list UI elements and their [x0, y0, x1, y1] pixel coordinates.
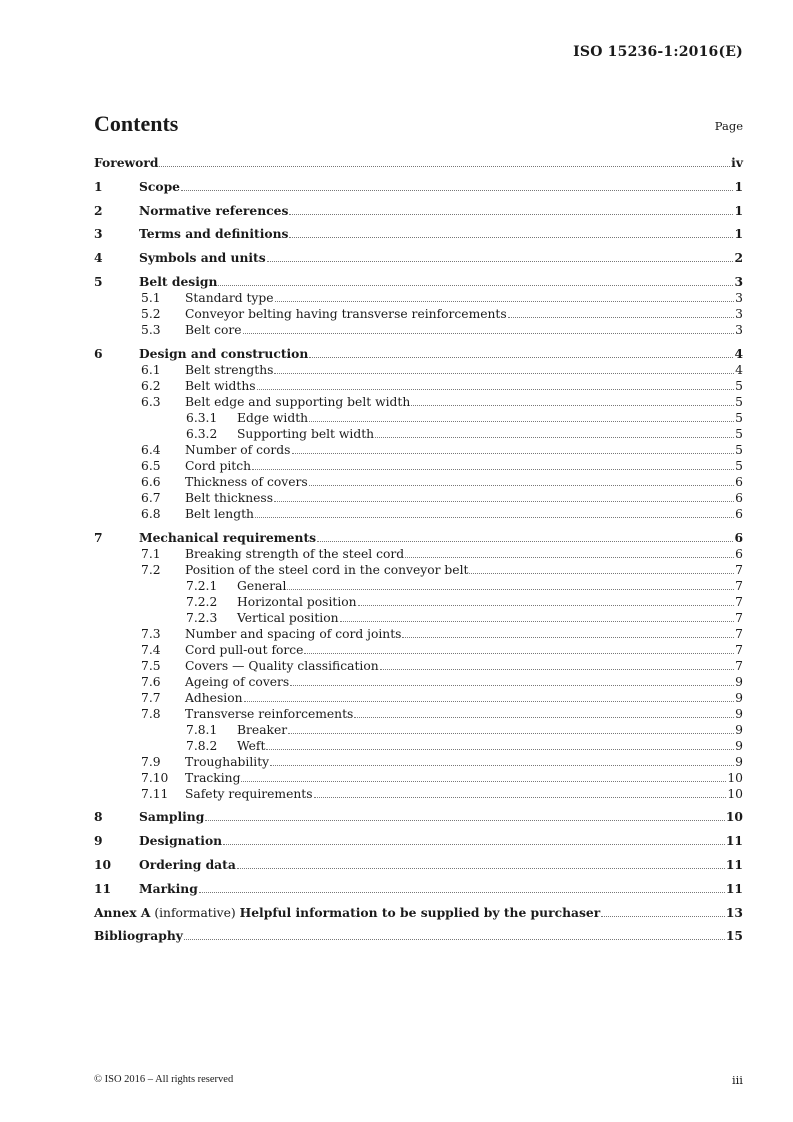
toc-dot-leader	[218, 274, 733, 286]
toc-page-number: 11	[725, 856, 743, 872]
toc-row[interactable]	[94, 881, 743, 897]
toc-title: Number and spacing of cord joints	[185, 626, 402, 641]
toc-row[interactable]	[94, 346, 743, 362]
toc-title: Number of cords	[185, 442, 291, 457]
toc-page-number: 6	[735, 490, 743, 505]
toc-title: Horizontal position	[237, 594, 357, 609]
toc-title: Cord pull-out force	[185, 642, 304, 657]
toc-page-number: 7	[735, 658, 743, 673]
toc-dot-leader	[309, 346, 733, 358]
toc-entry	[139, 274, 743, 290]
toc-entry	[185, 546, 743, 562]
toc-title: Belt length	[185, 506, 254, 521]
toc-number: 10	[94, 856, 112, 872]
toc-dot-leader	[375, 426, 734, 438]
toc-row[interactable]	[94, 250, 743, 266]
toc-number: 5.1	[141, 290, 161, 305]
toc-entry	[185, 322, 743, 338]
toc-row[interactable]	[94, 626, 743, 642]
toc-page-number: 5	[735, 378, 743, 393]
toc-number: 5.2	[141, 306, 161, 321]
footer-page-number: iii	[731, 1073, 743, 1087]
toc-entry	[185, 506, 743, 522]
toc-dot-leader	[358, 594, 735, 606]
toc-row[interactable]	[94, 362, 743, 378]
toc-title: Symbols and units	[139, 250, 266, 266]
toc-entry	[185, 626, 743, 642]
toc-title: Mechanical requirements	[139, 529, 317, 545]
toc-dot-leader	[304, 642, 734, 654]
toc-entry	[139, 250, 743, 266]
toc-entry	[139, 203, 743, 219]
toc-title: Belt widths	[185, 378, 256, 393]
toc-entry	[185, 474, 743, 490]
toc-page-number: 7	[735, 562, 743, 577]
toc-row[interactable]	[94, 546, 743, 562]
toc-title: Belt strengths	[185, 362, 274, 377]
toc-entry	[237, 426, 743, 442]
toc-title: Normative references	[139, 202, 289, 218]
toc-title: Breaker	[237, 722, 288, 737]
toc-title-annex: Annex A	[94, 904, 151, 920]
toc-dot-leader	[314, 786, 727, 798]
toc-title: Vertical position	[237, 610, 339, 625]
toc-page-number: 5	[735, 410, 743, 425]
toc-entry	[185, 562, 743, 578]
toc-number: 6.2	[141, 378, 161, 393]
toc-entry	[237, 722, 743, 738]
toc-row[interactable]	[94, 642, 743, 658]
toc-row[interactable]	[94, 833, 743, 849]
toc-title: Ordering data	[139, 856, 236, 872]
toc-page-number: 5	[735, 394, 743, 409]
toc-entry	[185, 754, 743, 770]
toc-row[interactable]	[94, 562, 743, 578]
toc-page-number: 6	[734, 529, 743, 545]
toc-title: Tracking	[185, 770, 241, 785]
toc-row[interactable]	[94, 594, 743, 610]
toc-page-number: 7	[735, 626, 743, 641]
toc-number: 6.3.2	[186, 426, 218, 441]
toc-number: 7.2.2	[186, 594, 218, 609]
toc-title: Adhesion	[185, 690, 243, 705]
toc-entry	[139, 833, 743, 849]
toc-dot-leader	[402, 626, 734, 638]
toc-page-number: 11	[725, 880, 743, 896]
toc-row[interactable]	[94, 155, 743, 171]
toc-number: 7.9	[141, 754, 161, 769]
toc-title: Supporting belt width	[237, 426, 375, 441]
toc-page-number: 7	[735, 610, 743, 625]
toc-dot-leader	[292, 442, 735, 454]
toc-title: Weft	[237, 738, 266, 753]
toc-entry	[139, 857, 743, 873]
contents-title: Contents	[94, 111, 179, 136]
toc-number: 2	[94, 202, 103, 218]
toc-number: 7.1	[141, 546, 161, 561]
toc-number: 7.8.1	[186, 722, 218, 737]
toc-entry	[185, 658, 743, 674]
toc-title: Marking	[139, 880, 198, 896]
toc-page-number: 9	[735, 690, 743, 705]
toc-title: Cord pitch	[185, 458, 252, 473]
toc-dot-leader	[317, 530, 733, 542]
toc-page-number: 7	[735, 578, 743, 593]
toc-number: 7.7	[141, 690, 161, 705]
toc-page-number: 3	[735, 322, 743, 337]
toc-dot-leader	[287, 578, 734, 590]
toc-page-number: 3	[735, 290, 743, 305]
toc-dot-leader	[205, 809, 725, 821]
toc-page-number: 9	[735, 722, 743, 737]
toc-dot-leader	[255, 506, 734, 518]
toc-dot-leader	[340, 610, 735, 622]
toc-row[interactable]	[94, 674, 743, 690]
toc-title-annex-name: Helpful information to be supplied by the purchaser	[239, 904, 601, 920]
toc-dot-leader	[237, 857, 725, 869]
toc-dot-leader	[309, 474, 734, 486]
toc-dot-leader	[290, 674, 734, 686]
toc-row[interactable]	[94, 203, 743, 219]
toc-entry	[94, 928, 743, 944]
toc-title: Belt core	[185, 322, 242, 337]
toc-number: 7.8.2	[186, 738, 218, 753]
toc-page-number: 10	[725, 809, 743, 825]
toc-dot-leader	[354, 706, 734, 718]
toc-row[interactable]	[94, 179, 743, 195]
toc-page-number: 6	[735, 546, 743, 561]
toc-title: Designation	[139, 833, 223, 849]
toc-page-number: 9	[735, 754, 743, 769]
toc-row[interactable]	[94, 857, 743, 873]
toc-dot-leader	[289, 226, 733, 238]
toc-number: 6.3.1	[186, 410, 218, 425]
toc-row[interactable]	[94, 530, 743, 546]
toc-entry	[237, 578, 743, 594]
toc-row[interactable]	[94, 754, 743, 770]
toc-number: 7	[94, 529, 103, 545]
toc-number: 5.3	[141, 322, 161, 337]
toc-page-number: 10	[727, 770, 743, 785]
toc-page-number: 1	[734, 226, 743, 242]
toc-row[interactable]	[94, 410, 743, 426]
table-of-contents	[94, 155, 743, 944]
toc-row[interactable]	[94, 905, 743, 921]
toc-number: 7.3	[141, 626, 161, 641]
toc-row[interactable]	[94, 610, 743, 626]
toc-dot-leader	[266, 738, 734, 750]
toc-page-number: 2	[734, 250, 743, 266]
toc-number: 7.10	[141, 770, 169, 785]
toc-entry	[139, 346, 743, 362]
toc-dot-leader	[289, 203, 733, 215]
toc-number: 6.8	[141, 506, 161, 521]
toc-dot-leader	[405, 546, 734, 558]
toc-entry	[237, 738, 743, 754]
toc-page-number: 5	[735, 426, 743, 441]
toc-entry	[185, 490, 743, 506]
toc-row[interactable]	[94, 274, 743, 290]
toc-page-number: 4	[734, 345, 743, 361]
toc-row[interactable]	[94, 928, 743, 944]
toc-page-number: 7	[735, 594, 743, 609]
toc-page-number: 5	[735, 458, 743, 473]
toc-page-number: 13	[725, 904, 743, 920]
toc-row[interactable]	[94, 578, 743, 594]
toc-dot-leader	[270, 754, 734, 766]
toc-number: 6.5	[141, 458, 161, 473]
toc-dot-leader	[601, 905, 725, 917]
toc-title	[94, 905, 600, 921]
toc-dot-leader	[380, 658, 735, 670]
toc-row[interactable]	[94, 290, 743, 306]
toc-dot-leader	[223, 833, 725, 845]
toc-number: 6.1	[141, 362, 161, 377]
toc-title: Standard type	[185, 290, 274, 305]
toc-row[interactable]	[94, 770, 743, 786]
toc-title: Belt edge and supporting belt width	[185, 394, 411, 409]
toc-number: 6.3	[141, 394, 161, 409]
toc-row[interactable]	[94, 322, 743, 338]
toc-entry	[185, 786, 743, 802]
toc-title: Covers — Quality classification	[185, 658, 379, 673]
toc-page-number: 4	[735, 362, 743, 377]
page-column-label: Page	[714, 119, 743, 133]
toc-entry	[185, 642, 743, 658]
toc-entry	[185, 442, 743, 458]
toc-dot-leader	[159, 155, 730, 167]
toc-number: 1	[94, 178, 103, 194]
toc-title: Safety requirements	[185, 786, 313, 801]
toc-page-number: 10	[727, 786, 743, 801]
toc-dot-leader	[275, 290, 735, 302]
toc-row[interactable]	[94, 490, 743, 506]
toc-dot-leader	[241, 770, 726, 782]
toc-dot-leader	[184, 928, 725, 940]
toc-dot-leader	[411, 394, 734, 406]
toc-page-number: iv	[731, 155, 743, 170]
toc-dot-leader	[199, 881, 725, 893]
toc-dot-leader	[469, 562, 734, 574]
toc-title: Conveyor belting having transverse reinforcements	[185, 306, 507, 321]
toc-page-number: 3	[735, 306, 743, 321]
toc-row[interactable]	[94, 378, 743, 394]
toc-entry	[185, 706, 743, 722]
toc-page-number: 1	[734, 178, 743, 194]
toc-title: Scope	[139, 178, 180, 194]
toc-entry	[139, 179, 743, 195]
toc-number: 5	[94, 273, 103, 289]
toc-dot-leader	[252, 458, 734, 470]
toc-title: Foreword	[94, 155, 159, 170]
toc-dot-leader	[508, 306, 734, 318]
toc-title: Thickness of covers	[185, 474, 308, 489]
toc-row[interactable]	[94, 690, 743, 706]
toc-title: Design and construction	[139, 345, 309, 361]
toc-dot-leader	[244, 690, 735, 702]
toc-number: 6	[94, 345, 103, 361]
toc-number: 6.6	[141, 474, 161, 489]
toc-page-number: 11	[725, 833, 743, 849]
toc-page-number: 15	[725, 928, 743, 944]
contents-heading	[94, 111, 743, 141]
toc-number: 11	[94, 880, 112, 896]
toc-row[interactable]	[94, 394, 743, 410]
toc-entry	[185, 674, 743, 690]
toc-entry	[185, 394, 743, 410]
toc-number: 7.2.1	[186, 578, 218, 593]
toc-number: 6.4	[141, 442, 161, 457]
toc-title: Troughability	[185, 754, 270, 769]
toc-entry	[185, 690, 743, 706]
toc-page-number: 7	[735, 642, 743, 657]
document-id: ISO 15236-1:2016(E)	[573, 44, 743, 60]
toc-page-number: 5	[735, 442, 743, 457]
toc-number: 7.2	[141, 562, 161, 577]
toc-number: 7.2.3	[186, 610, 218, 625]
toc-page-number: 9	[735, 738, 743, 753]
toc-entry	[185, 458, 743, 474]
toc-entry	[185, 306, 743, 322]
toc-row[interactable]	[94, 474, 743, 490]
toc-dot-leader	[274, 490, 734, 502]
toc-row[interactable]	[94, 722, 743, 738]
toc-entry	[94, 155, 743, 171]
toc-row[interactable]	[94, 706, 743, 722]
toc-title: Breaking strength of the steel cord	[185, 546, 405, 561]
toc-entry	[139, 530, 743, 546]
toc-title: Belt design	[139, 273, 218, 289]
toc-page-number: 9	[735, 706, 743, 721]
copyright-notice: © ISO 2016 – All rights reserved	[94, 1074, 234, 1085]
toc-entry	[185, 362, 743, 378]
toc-title: Bibliography	[94, 928, 183, 944]
toc-dot-leader	[274, 362, 734, 374]
toc-dot-leader	[288, 722, 734, 734]
toc-title: Edge width	[237, 410, 309, 425]
toc-title: Belt thickness	[185, 490, 274, 505]
toc-number: 4	[94, 250, 103, 266]
toc-dot-leader	[257, 378, 735, 390]
toc-number: 7.8	[141, 706, 161, 721]
toc-title: Terms and definitions	[139, 226, 289, 242]
toc-number: 6.7	[141, 490, 161, 505]
toc-entry	[237, 610, 743, 626]
toc-title: Transverse reinforcements	[185, 706, 354, 721]
toc-number: 7.6	[141, 674, 161, 689]
toc-number: 7.5	[141, 658, 161, 673]
toc-dot-leader	[309, 410, 734, 422]
toc-row[interactable]	[94, 506, 743, 522]
toc-row[interactable]	[94, 738, 743, 754]
toc-title: Position of the steel cord in the conveyor belt	[185, 562, 469, 577]
toc-dot-leader	[181, 179, 733, 191]
toc-row[interactable]	[94, 658, 743, 674]
toc-number: 3	[94, 226, 103, 242]
toc-row[interactable]	[94, 426, 743, 442]
toc-number: 9	[94, 833, 103, 849]
toc-page-number: 1	[734, 202, 743, 218]
toc-title: Sampling	[139, 809, 205, 825]
toc-page-number: 6	[735, 506, 743, 521]
toc-title: Ageing of covers	[185, 674, 290, 689]
toc-entry	[94, 905, 743, 921]
toc-entry	[237, 594, 743, 610]
toc-entry	[237, 410, 743, 426]
toc-row[interactable]	[94, 809, 743, 825]
toc-page-number: 3	[734, 273, 743, 289]
toc-dot-leader	[243, 322, 735, 334]
toc-page-number: 6	[735, 474, 743, 489]
toc-dot-leader	[267, 250, 734, 262]
toc-number: 8	[94, 809, 103, 825]
toc-entry	[185, 378, 743, 394]
toc-row[interactable]	[94, 306, 743, 322]
toc-page-number: 9	[735, 674, 743, 689]
toc-entry	[185, 770, 743, 786]
toc-title: General	[237, 578, 287, 593]
toc-row[interactable]	[94, 786, 743, 802]
toc-entry	[139, 226, 743, 242]
toc-row[interactable]	[94, 458, 743, 474]
toc-number: 7.11	[141, 786, 169, 801]
toc-row[interactable]	[94, 442, 743, 458]
toc-title-annex-type: (informative)	[150, 905, 240, 920]
toc-entry	[185, 290, 743, 306]
toc-row[interactable]	[94, 226, 743, 242]
toc-entry	[139, 881, 743, 897]
toc-entry	[139, 809, 743, 825]
toc-number: 7.4	[141, 642, 161, 657]
